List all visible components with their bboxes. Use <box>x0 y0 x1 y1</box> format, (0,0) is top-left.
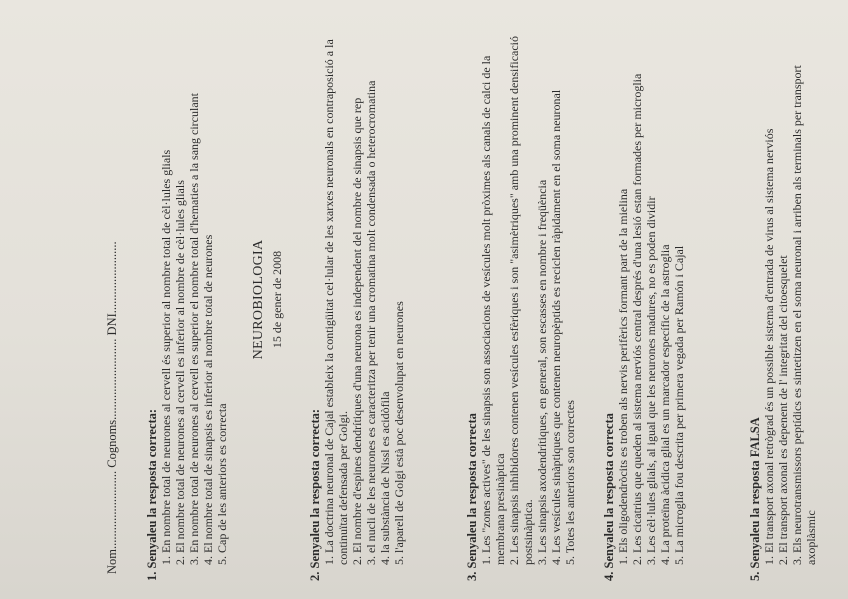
exam-header <box>250 0 286 599</box>
option[interactable]: 2. El nombre total de neurones al cervell es inferior al nombre de cèl·lules glials <box>173 180 187 565</box>
option[interactable]: 4. la substància de Nissl es acidòfila <box>378 391 392 565</box>
option[interactable]: 3. el nucli de les neurones es caracteritza per tenir una cromatina molt condensada o heterocromatina <box>364 80 378 565</box>
option[interactable]: 1. En nombre total de neurones al cervell és superior al nombre total de cèl·lules glials <box>159 149 173 565</box>
question-title: 1. Senyaleu la resposta correcta: <box>145 408 159 581</box>
option[interactable]: 1. La doctrina neuronal de Cajal estableix la contigüitat cel·lular de les xarxes neuronals en contraposició a la continuïtat defensada per Golgi. <box>322 39 350 565</box>
option[interactable]: 4. El nombre total de sinapsis es inferior al nombre total de neurones <box>201 234 215 565</box>
question-title: 2. Senyaleu la resposta correcta: <box>308 408 322 581</box>
question-4 <box>602 16 686 581</box>
option[interactable]: 5. Totes les anteriors son correctes <box>563 400 577 565</box>
surname-field[interactable]: Cognoms.......................... <box>105 338 119 468</box>
option[interactable]: 2. Les sinapsis inhibidores contenen vesícules esfèriques i son "asimètriques" amb una prominent densificació postsinàptica. <box>507 35 535 565</box>
question-title: 3. Senyaleu la resposta correcta <box>465 413 479 581</box>
option[interactable]: 5. La microglia fou descrita per primera vegada per Ramón i Cajal <box>672 245 686 565</box>
option[interactable]: 5. Cap de les anteriors es correcta <box>215 403 229 565</box>
subject-title: NEUROBIOLOGIA <box>251 239 266 360</box>
option[interactable]: 3. Els neurotransmissors peptídics es sintetitzen en el soma neuronal i arriben als terminals per transport axoplàsmic <box>790 65 818 565</box>
option[interactable]: 2. Les cicatrius que queden al sistema nerviós central després d'una lesió estan formades per microglia <box>630 73 644 565</box>
option[interactable]: 2. El nombre d'espines dendrítiques d'una neurona es independent del nombre de sinapsis que rep <box>350 97 364 565</box>
option[interactable]: 4. La proteïna àcidica glial es un marcador específic de la astroglia <box>658 244 672 565</box>
dni-field[interactable]: DNI....................... <box>105 241 119 336</box>
question-2 <box>308 16 406 581</box>
student-id-line <box>105 14 120 574</box>
question-title: 4. Senyaleu la resposta correcta <box>602 413 616 581</box>
option[interactable]: 1. Els oligodendròcits es troben als nervis perifèrics formant part de la mielina <box>616 188 630 565</box>
option[interactable]: 3. Les cèl·lules glials, al igual que les neurones madures, no es poden dividir <box>644 196 658 565</box>
name-field[interactable]: Nom......................... <box>105 470 119 574</box>
question-title: 5. Senyaleu la resposta FALSA <box>748 417 762 581</box>
option[interactable]: 3. En nombre total de neurones al cervell es superior el nombre total d'hematies a la sang circulant <box>187 93 201 565</box>
option[interactable]: 1. Les "zones actives" de les sinapsis son associacions de vesícules molt pròximes als canals de calci de la membrana presinàptica <box>479 55 507 565</box>
option[interactable]: 2. El transport axonal es depenent de l' integritat del citoesquelet <box>776 255 790 565</box>
question-3 <box>465 16 577 581</box>
option[interactable]: 5. l'aparell de Golgi està poc desenvolupat en neurones <box>392 301 406 565</box>
option[interactable]: 4. Les vesícules sinàptiques que contenen neuropèptids es reciclen ràpidament en el soma neuronal <box>549 89 563 565</box>
option[interactable]: 3. Les sinapsis axodendrítiques, en general, son escasses en nombre i freqüència <box>535 179 549 565</box>
question-5 <box>748 16 818 581</box>
option[interactable]: 1. El transport axonal retrògrad és un possible sistema d'entrada de virus al sistema nerviós <box>762 128 776 565</box>
exam-date: 15 de gener de 2008 <box>270 250 284 349</box>
question-1 <box>145 16 229 581</box>
